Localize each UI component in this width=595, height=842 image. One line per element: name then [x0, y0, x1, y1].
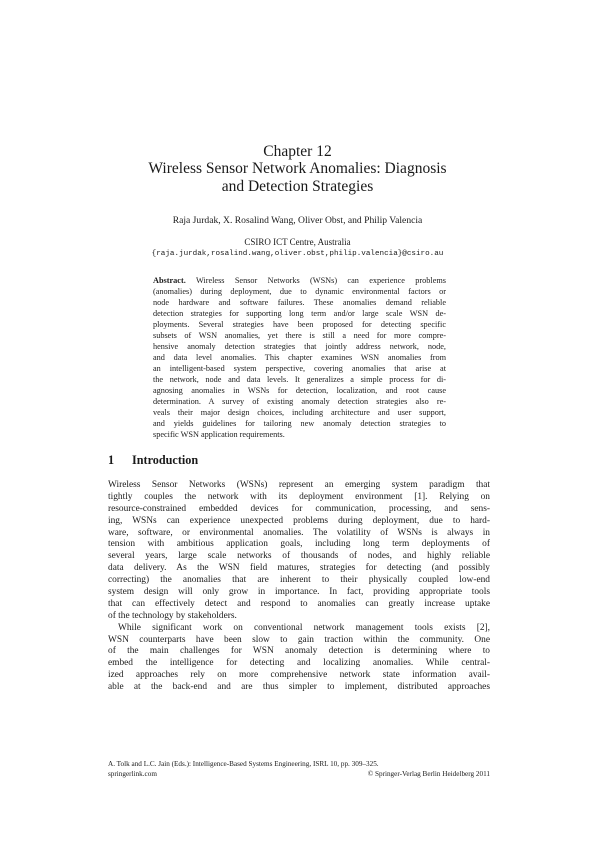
body-line: able at the back-end and are thus simpler to implement, distributed approaches	[108, 682, 490, 693]
body-line: several years, large scale networks of thousands of nodes, and highly reliable	[108, 551, 490, 562]
body-line: embed the intelligence for detecting and localizing anomalies. While central-	[108, 658, 490, 669]
body-line: correcting) the anomalies that are inherent to their physically coupled low-end	[108, 575, 490, 586]
body-line: While significant work on conventional network management tools exists [2],	[118, 622, 490, 633]
body-line: WSN counterparts have been slow to gain traction within the community. One	[108, 634, 490, 645]
body-line: Wireless Sensor Networks (WSNs) represent an emerging system paradigm that	[108, 480, 490, 490]
abstract-line: node hardware and software failures. These anomalies demand reliable	[153, 297, 446, 307]
abstract-line-text: Wireless Sensor Networks (WSNs) can experience problems	[185, 276, 446, 285]
footer-row	[108, 770, 490, 780]
abstract-line: determination. A survey of existing anomaly detection strategies also re-	[153, 396, 446, 406]
abstract-line: the network, node and data levels. It generalizes a simple process for di-	[153, 374, 446, 384]
abstract-line: hensive anomaly detection strategies that jointly address network, node,	[153, 341, 446, 351]
abstract-line: agnosing anomalies in WSNs for detection, localization, and root cause	[153, 385, 446, 395]
author-list: Raja Jurdak, X. Rosalind Wang, Oliver Obst, and Philip Valencia	[172, 215, 423, 226]
body-line: of the technology by stakeholders.	[108, 610, 237, 621]
body-line: of the main challenges for WSN anomaly detection is determining where to	[108, 646, 490, 657]
section-number: 1	[108, 453, 115, 467]
abstract-line: an intelligent-based system perspective, covering anomalies that arise at	[153, 363, 446, 373]
section-title: Introduction	[132, 453, 199, 467]
body-line: tension with ambitious application goals, including long term deployments of	[108, 539, 490, 550]
abstract	[153, 276, 446, 441]
abstract-line: and data level anomalies. This chapter examines WSN anomalies from	[153, 352, 446, 362]
author-emails: {raja.jurdak,rosalind.wang,oliver.obst,philip.valencia}@csiro.au	[151, 250, 444, 258]
footer-site-link[interactable]: springerlink.com	[108, 769, 157, 778]
abstract-line: detection strategies for supporting long term and/or large scale WSN de-	[153, 308, 446, 318]
body-line: data delivery. As the WSN field matures, strategies for detecting (and possibly	[108, 563, 490, 574]
page-footer	[108, 760, 490, 779]
footer-citation: A. Tolk and L.C. Jain (Eds.): Intelligence-Based Systems Engineering, ISRL 10, pp. 309–325.	[108, 760, 379, 768]
body-line: ware, software, or environmental anomalies. The volatility of WSNs is always in	[108, 527, 490, 538]
abstract-line: subsets of WSN anomalies, yet there is still a need for more compre-	[153, 330, 446, 340]
body-line: tightly couples the network with its deployment environment [1]. Relying on	[108, 491, 490, 502]
footer-copyright: © Springer-Verlag Berlin Heidelberg 2011	[367, 769, 490, 778]
abstract-line: veals their major design choices, including architecture and user support,	[153, 407, 446, 417]
body-line: that can effectively detect and respond to anomalies can greatly increase uptake	[108, 598, 490, 609]
body-line: ing, WSNs can experience unexpected problems during deployment, due to hard-	[108, 515, 490, 526]
abstract-line: and yields guidelines for tailoring new anomaly detection strategies to	[153, 418, 446, 428]
abstract-line: (anomalies) during deployment, due to dynamic environmental factors or	[153, 286, 446, 296]
abstract-label: Abstract.	[153, 276, 186, 285]
chapter-title-line-1: Wireless Sensor Network Anomalies: Diagnosis	[148, 160, 447, 177]
chapter-title	[0, 160, 595, 196]
abstract-line: specific WSN application requirements.	[153, 429, 285, 439]
body-line: system design will only grow in importance. In fact, providing appropriate tools	[108, 587, 490, 598]
section-heading	[108, 453, 198, 467]
body-line: ized approaches rely on more comprehensive network state information avail-	[108, 670, 490, 681]
abstract-line	[153, 276, 446, 287]
abstract-line: ployments. Several strategies have been proposed for detecting specific	[153, 319, 446, 329]
chapter-title-line-2: and Detection Strategies	[221, 178, 374, 195]
chapter-number: Chapter 12	[263, 143, 332, 160]
body-line: resource-constrained embedded devices for communication, processing, and sens-	[108, 503, 490, 514]
introduction-body	[108, 480, 490, 694]
affiliation: CSIRO ICT Centre, Australia	[244, 237, 351, 247]
